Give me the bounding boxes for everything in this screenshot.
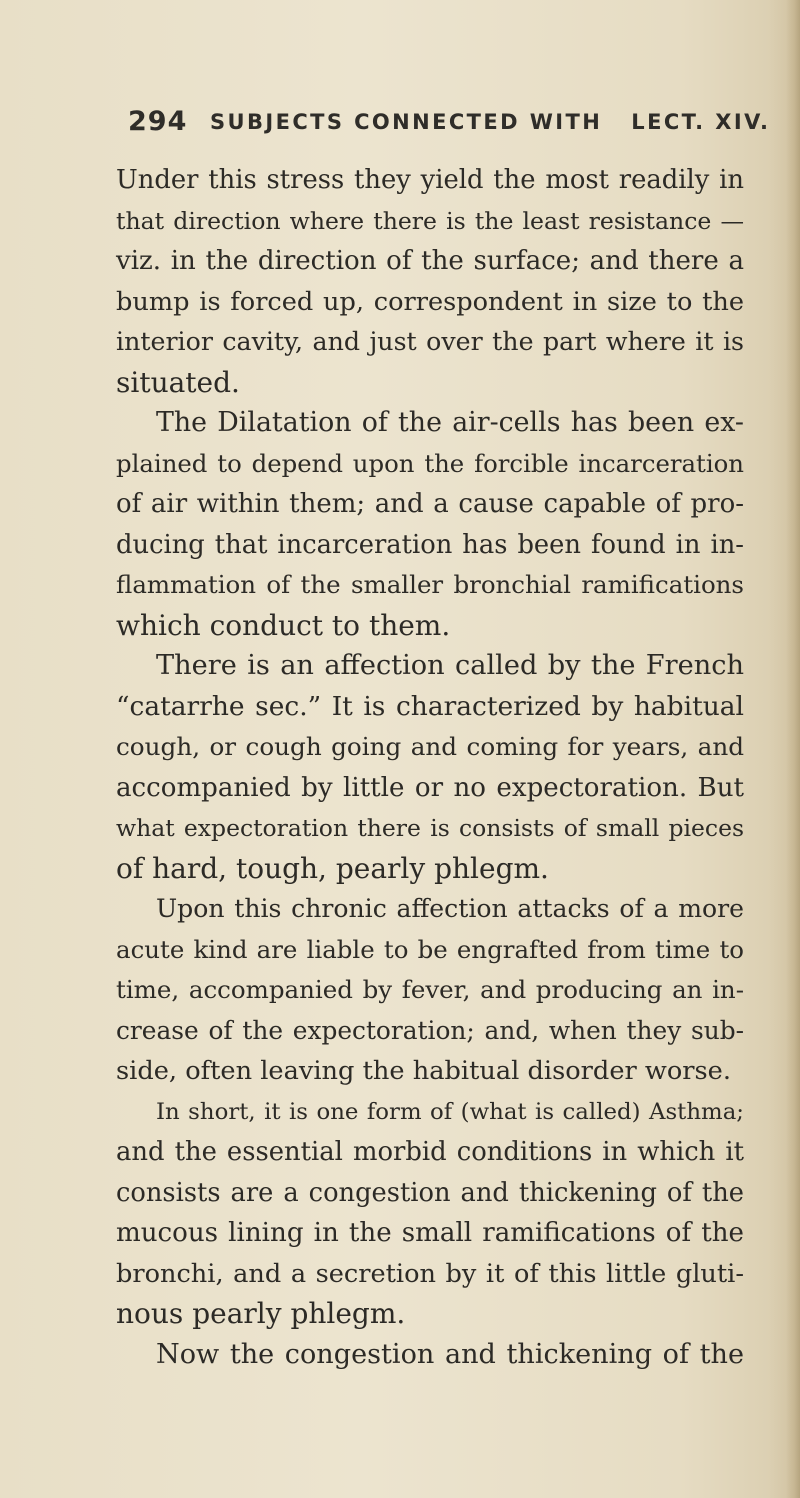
running-head-title: SUBJECTS CONNECTED WITH LECT. XIV.: [210, 110, 771, 134]
text-line: The Dilatation of the air-cells has been ex-: [156, 407, 744, 438]
text-line: There is an affection called by the French: [156, 650, 744, 681]
text-line: ducing that incarceration has been found in in-: [116, 529, 744, 560]
text-line: situated.: [116, 365, 240, 399]
text-line: interior cavity, and just over the part where it is: [116, 327, 744, 356]
text-line: what expectoration there is consists of small pieces: [116, 814, 744, 842]
body-text: [116, 160, 744, 1375]
text-line: which conduct to them.: [116, 608, 451, 642]
page-edge: [786, 0, 800, 1498]
text-line: that direction where there is the least resistance —: [116, 206, 744, 235]
text-line: In short, it is one form of (what is called) Asthma;: [156, 1098, 744, 1125]
text-line: flammation of the smaller bronchial ramifications: [116, 570, 744, 599]
page-number: 294: [128, 106, 188, 137]
text-line: time, accompanied by fever, and producing an in-: [116, 975, 744, 1004]
text-line: crease of the expectoration; and, when they sub-: [116, 1015, 744, 1045]
text-line: acute kind are liable to be engrafted from time to: [116, 934, 744, 964]
text-line: nous pearly phlegm.: [116, 1297, 406, 1330]
text-line: bump is forced up, correspondent in size to the: [116, 286, 744, 317]
text-line: Now the congestion and thickening of the: [156, 1338, 744, 1370]
text-line: Upon this chronic affection attacks of a more: [156, 894, 744, 923]
text-line: cough, or cough going and coming for years, and: [116, 732, 744, 761]
text-line: “catarrhe sec.” It is characterized by habitual: [116, 690, 744, 722]
text-line: plained to depend upon the forcible incarceration: [116, 448, 744, 478]
text-line: side, often leaving the habitual disorder worse.: [116, 1056, 731, 1086]
text-line: viz. in the direction of the surface; and there a: [116, 246, 744, 276]
text-line: bronchi, and a secretion by it of this little gluti-: [116, 1258, 744, 1289]
text-line: of hard, tough, pearly phlegm.: [116, 851, 549, 885]
text-line: accompanied by little or no expectoration. But: [116, 772, 744, 803]
text-line: mucous lining in the small ramifications of the: [116, 1218, 744, 1248]
text-line: Under this stress they yield the most readily in: [116, 165, 744, 195]
text-line: of air within them; and a cause capable of pro-: [116, 489, 744, 519]
text-line: and the essential morbid conditions in which it: [116, 1137, 744, 1167]
running-head: [128, 106, 771, 146]
text-line: consists are a congestion and thickening of the: [116, 1177, 744, 1208]
